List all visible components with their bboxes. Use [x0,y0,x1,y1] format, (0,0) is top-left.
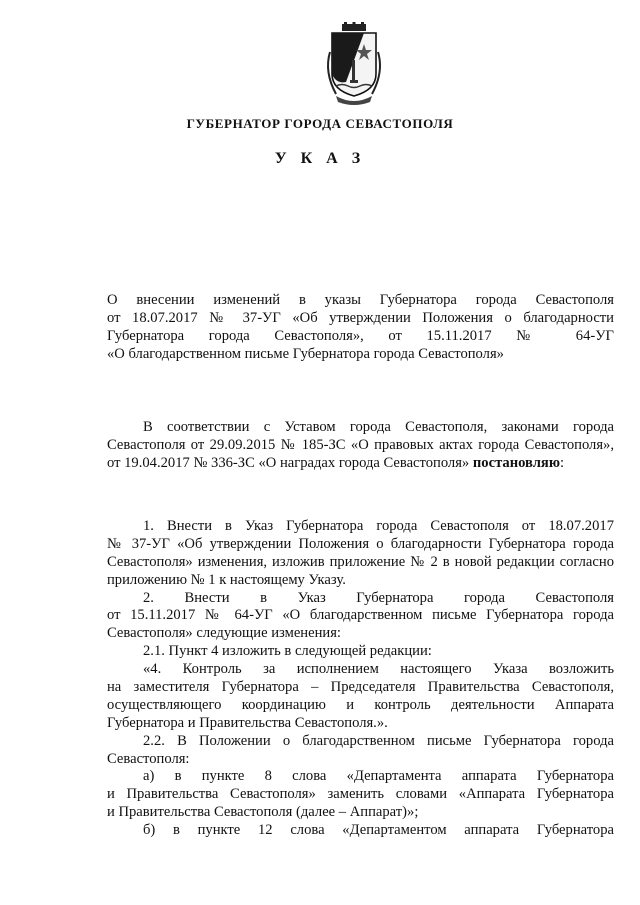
document-type-title: У К А З [274,150,366,167]
preamble-line: В соответствии с Уставом города Севастополя, законами города [143,419,614,435]
body-line: осуществляющего координацию и контроль деятельности Аппарата [107,696,614,713]
subject-line: от 18.07.2017 № 37-УГ «Об утверждении Положения о благодарности [107,309,614,326]
subject-line: «О благодарственном письме Губернатора города Севастополя» [107,345,504,362]
body-block [107,518,614,840]
subject-line: Губернатора города Севастополя», от 15.11.2017 № 64-УГ [107,327,614,344]
body-line: на заместителя Губернатора – Председателя Правительства Севастополя, [107,679,614,696]
body-line: Губернатора и Правительства Севастополя.». [107,714,388,731]
sevastopol-coat-of-arms-icon [322,22,386,106]
body-line: 2.2. В Положении о благодарственном письме Губернатора города [143,732,614,749]
body-line: № 37-УГ «Об утверждении Положения о благодарности Губернатора города [107,535,614,552]
body-line: Севастополя» следующие изменения: [107,625,341,642]
body-line: 1. Внести в Указ Губернатора города Севастополя от 18.07.2017 [143,518,614,534]
body-line: «4. Контроль за исполнением настоящего Указа возложить [143,661,614,678]
body-line: от 15.11.2017 № 64-УГ «О благодарственном письме Губернатора города [107,607,614,624]
decree-word: постановляю [472,454,560,471]
issuer-heading: ГУБЕРНАТОР ГОРОДА СЕВАСТОПОЛЯ [186,116,454,131]
body-line: 2. Внести в Указ Губернатора города Севастополя [143,589,614,606]
preamble-line: Севастополя от 29.09.2015 № 185-ЗС «О правовых актах города Севастополя», [107,436,614,453]
body-line: б) в пункте 12 слова «Департаментом аппарата Губернатора [143,822,614,839]
body-line: Севастополя: [107,750,190,767]
body-line: и Правительства Севастополя» заменить словами «Аппарата Губернатора [107,786,614,803]
preamble-block [107,419,614,473]
body-line: 2.1. Пункт 4 изложить в следующей редакции: [143,643,432,660]
subject-line: О внесении изменений в указы Губернатора города Севастополя [107,292,614,308]
preamble-last-text: от 19.04.2017 № 336-ЗС «О наградах города Севастополя» [107,454,470,471]
body-line: а) в пункте 8 слова «Департамента аппарата Губернатора [143,768,614,785]
preamble-line [107,455,614,473]
decree-colon: : [559,454,565,471]
body-line: приложению № 1 к настоящему Указу. [107,571,346,588]
body-line: Севастополя» изменения, изложив приложение № 2 в новой редакции согласно [107,553,614,570]
body-line: и Правительства Севастополя (далее – Аппарат)»; [107,804,419,821]
subject-block [107,292,614,364]
